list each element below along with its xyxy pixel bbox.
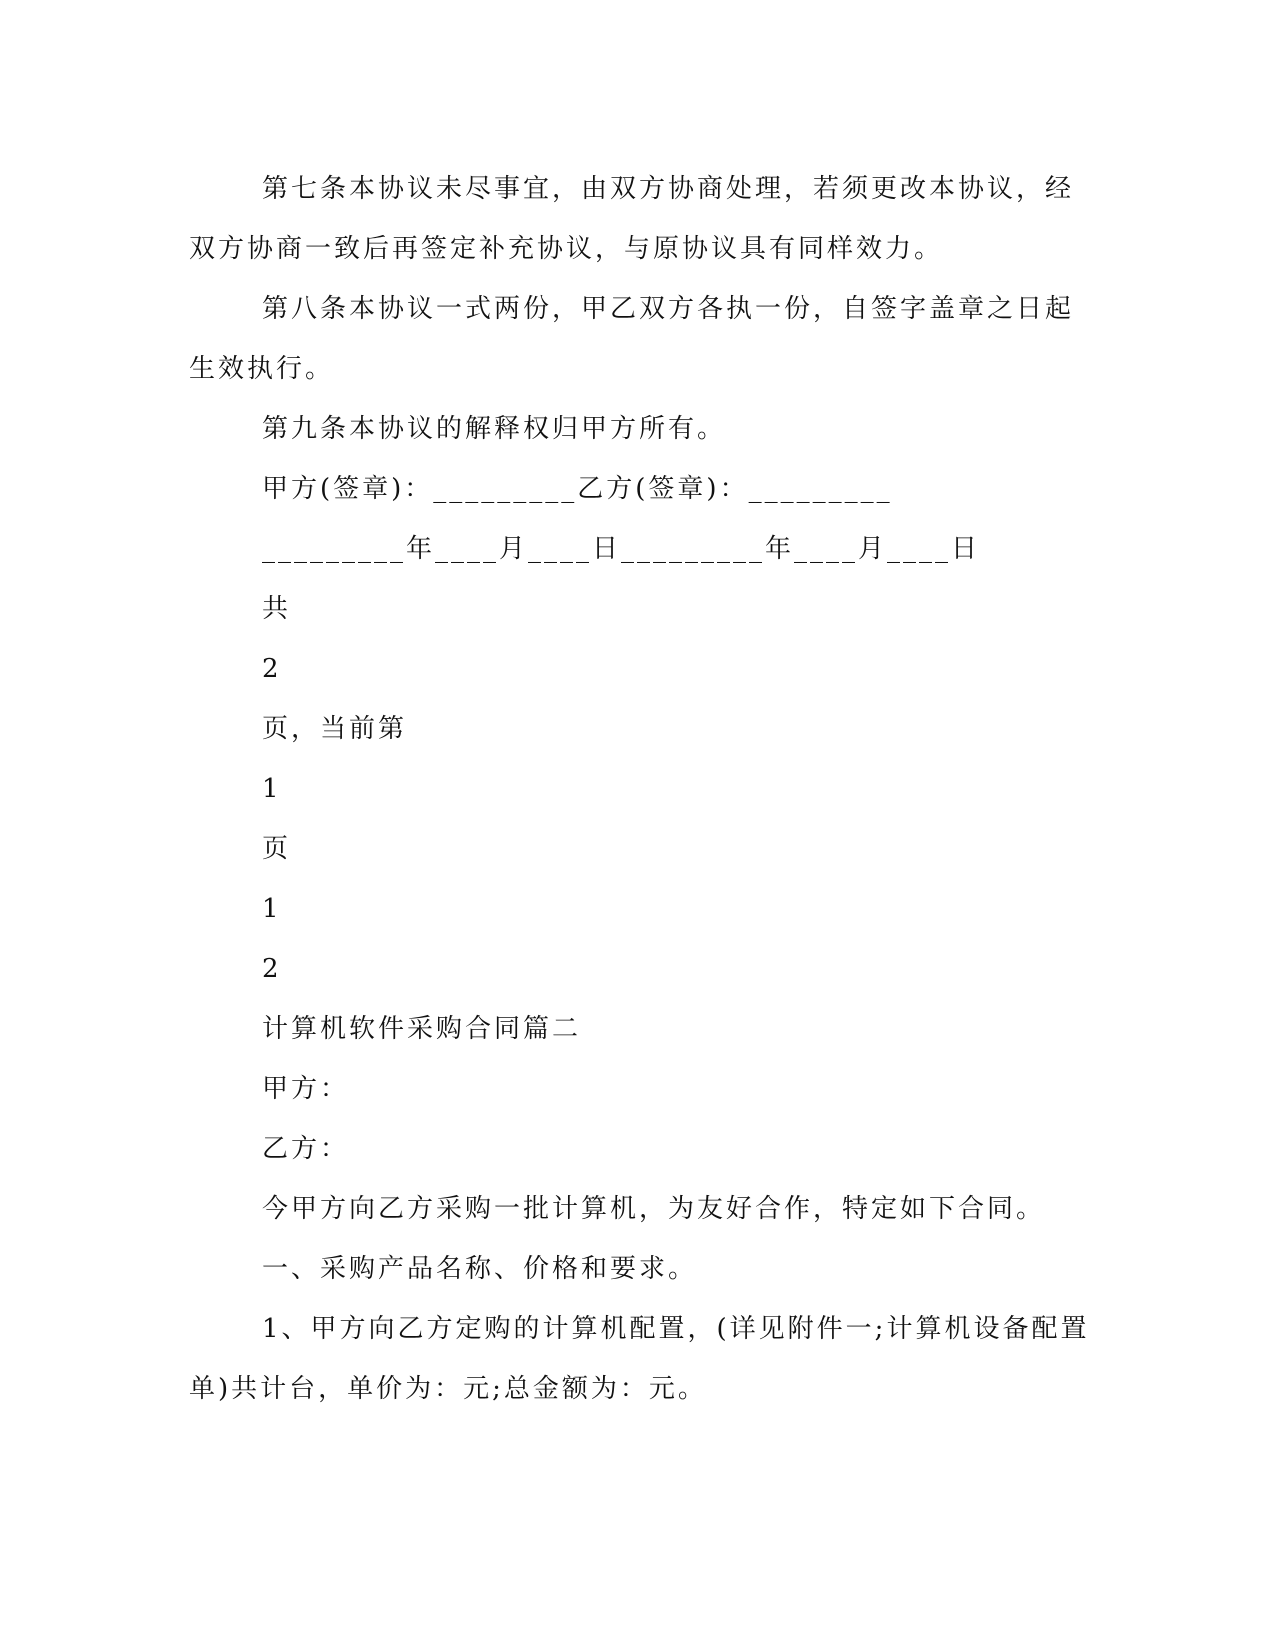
page-count-suffix: 页 (262, 834, 292, 864)
page-count-current: 1 (262, 774, 282, 804)
page-count-current-label: 页，当前第 (262, 714, 408, 744)
contract-intro: 今甲方向乙方采购一批计算机，为友好合作，特定如下合同。 (262, 1194, 1046, 1224)
clause-eight-line-2: 生效执行。 (189, 354, 335, 384)
page-number-1: 1 (262, 894, 282, 924)
section-title: 计算机软件采购合同篇二 (262, 1014, 582, 1044)
clause-seven-line-2: 双方协商一致后再签定补充协议，与原协议具有同样效力。 (189, 234, 944, 264)
clause-nine: 第九条本协议的解释权归甲方所有。 (262, 414, 727, 444)
clause-seven-line-1: 第七条本协议未尽事宜，由双方协商处理，若须更改本协议，经 (262, 174, 1075, 204)
signature-line: 甲方(签章)：_________乙方(签章)：_________ (262, 474, 893, 504)
page-number-2: 2 (262, 954, 282, 984)
section-one-heading: 一、采购产品名称、价格和要求。 (262, 1254, 698, 1284)
item-one-line-2: 单)共计台，单价为：元;总金额为：元。 (189, 1374, 707, 1404)
page-count-label: 共 (262, 594, 292, 624)
date-line: _________年____月____日_________年____月____日 (262, 534, 981, 564)
item-one-line-1: 1、甲方向乙方定购的计算机配置，(详见附件一;计算机设备配置 (262, 1314, 1090, 1344)
page-count-total: 2 (262, 654, 282, 684)
party-a: 甲方： (262, 1074, 350, 1104)
clause-eight-line-1: 第八条本协议一式两份，甲乙双方各执一份，自签字盖章之日起 (262, 294, 1075, 324)
party-b: 乙方： (262, 1134, 350, 1164)
